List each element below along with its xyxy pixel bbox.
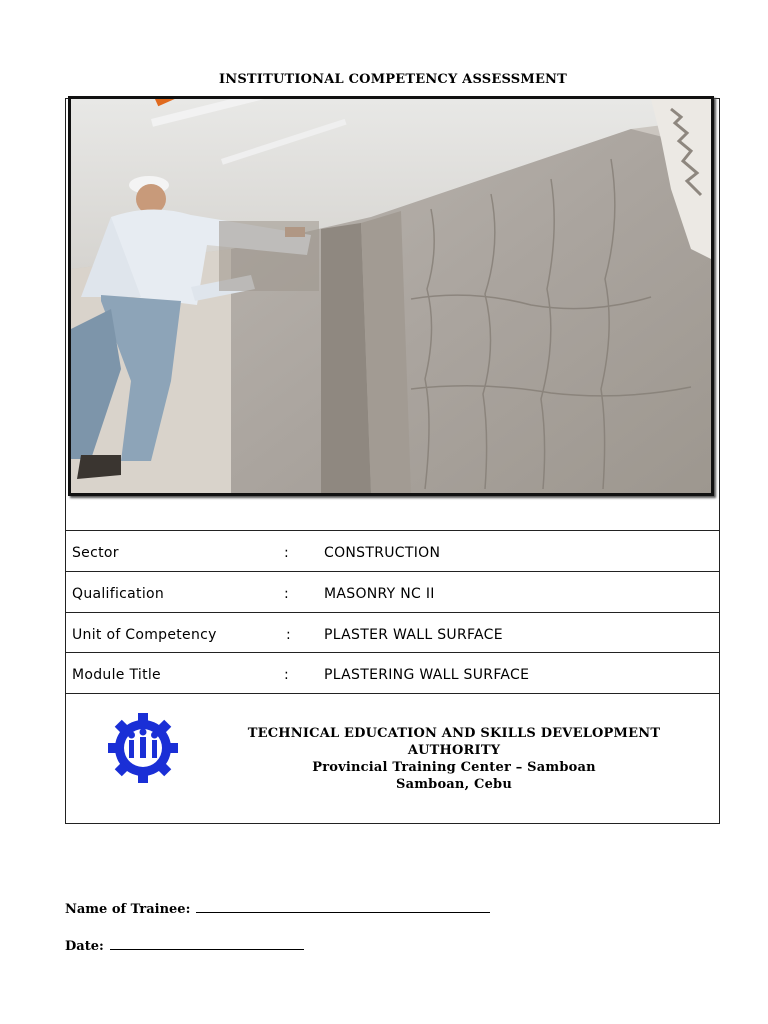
training-center-location: Samboan, Cebu xyxy=(395,777,512,792)
detail-value: MASONRY NC II xyxy=(324,586,435,602)
tesda-gear-logo-icon xyxy=(104,713,182,783)
detail-label: Sector xyxy=(72,545,119,561)
document-title: INSTITUTIONAL COMPETENCY ASSESSMENT xyxy=(218,72,568,87)
detail-separator: : xyxy=(284,667,290,683)
detail-label: Module Title xyxy=(72,667,161,683)
detail-separator: : xyxy=(286,627,292,643)
worker-plastering-wall-photo xyxy=(68,96,714,496)
date-field xyxy=(65,937,304,954)
detail-label: Unit of Competency xyxy=(72,627,217,643)
detail-row-sector xyxy=(72,533,712,573)
detail-value: PLASTER WALL SURFACE xyxy=(324,627,503,643)
trainee-name-field xyxy=(65,900,490,917)
detail-row-unit-of-competency xyxy=(72,615,712,655)
photo-illustration xyxy=(71,99,711,493)
table-divider xyxy=(65,530,720,531)
agency-name-line2: AUTHORITY xyxy=(407,743,501,758)
detail-row-qualification xyxy=(72,574,712,614)
agency-block xyxy=(230,725,678,793)
agency-name-line1: TECHNICAL EDUCATION AND SKILLS DEVELOPMENT xyxy=(247,726,661,741)
detail-label: Qualification xyxy=(72,586,165,602)
date-blank[interactable] xyxy=(110,937,304,950)
detail-value: PLASTERING WALL SURFACE xyxy=(324,667,530,683)
detail-separator: : xyxy=(284,545,290,561)
training-center-name: Provincial Training Center – Samboan xyxy=(312,760,596,775)
detail-row-module-title xyxy=(72,655,712,695)
detail-separator: : xyxy=(284,586,290,602)
detail-value: CONSTRUCTION xyxy=(324,545,441,561)
date-label: Date: xyxy=(65,939,104,954)
trainee-name-label: Name of Trainee: xyxy=(65,902,191,917)
trainee-name-blank[interactable] xyxy=(196,900,490,913)
